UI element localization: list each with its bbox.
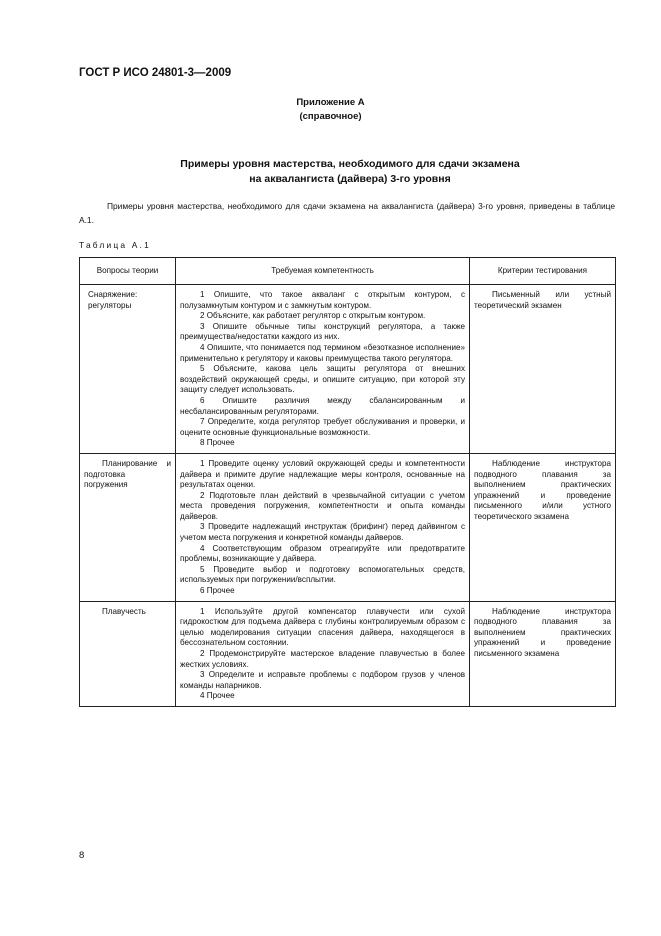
competence-item: 1 Используйте другой компенсатор плавучести или сухой гидрокостюм для подъема дайвера с глубины контролируемым образом с целью моделирования ситуации спасения дайвера, находящегося в бессознательном состоянии. bbox=[180, 606, 465, 648]
annex-type: (справочное) bbox=[299, 111, 362, 122]
competence-item: 3 Определите и исправьте проблемы с подбором грузов у членов команды напарников. bbox=[180, 670, 465, 690]
competence-item: 6 Прочее bbox=[200, 586, 235, 596]
intro-paragraph: Примеры уровня мастерства, необходимого для сдачи экзамена на аквалангиста (дайвера) 3-го уровня, приведены в таблице А.1. bbox=[79, 201, 615, 225]
row-criteria bbox=[470, 285, 616, 454]
criteria-text: Наблюдение инструктора подводного плавания за выполнением практических упражнений и проведение письменного экзамена bbox=[474, 606, 611, 658]
row-topic: Планирование и подготовка погружения bbox=[80, 453, 176, 601]
table-caption: Таблица А.1 bbox=[79, 240, 151, 250]
annex-title: Приложение А bbox=[296, 97, 365, 108]
criteria-text: Письменный или устный теоретический экзамен bbox=[474, 290, 611, 310]
competence-item: 4 Опишите, что понимается под термином «безотказное исполнение» применительно к регулятору и каковы преимущества такого регулятора. bbox=[180, 342, 465, 363]
heading-line-1: Примеры уровня мастерства, необходимого для сдачи экзамена bbox=[180, 158, 520, 170]
competence-item: 2 Объясните, как работает регулятор с открытым контуром. bbox=[200, 311, 426, 321]
competence-item: 3 Опишите обычные типы конструкций регулятора, а также преимущества/недостатки каждого из них. bbox=[180, 321, 465, 342]
row-topic: Плавучесть bbox=[80, 601, 176, 706]
table-row bbox=[80, 601, 616, 706]
row-criteria bbox=[470, 601, 616, 706]
heading-line-2: на аквалангиста (дайвера) 3-го уровня bbox=[249, 173, 451, 185]
competence-item: 5 Проведите выбор и подготовку вспомогательных средств, используемых при погружении/всплытии. bbox=[180, 564, 465, 585]
row-competence bbox=[176, 453, 470, 601]
competence-item: 7 Определите, когда регулятор требует обслуживания и проверки, и оцените основные функциональные возможности. bbox=[180, 417, 465, 437]
competence-item: 8 Прочее bbox=[200, 438, 235, 448]
header-required-competence: Требуемая компетентность bbox=[176, 258, 470, 285]
competence-item: 3 Проведите надлежащий инструктаж (брифинг) перед дайвингом с учетом места погружения и конкретной команды дайверов. bbox=[180, 522, 465, 543]
row-competence bbox=[176, 285, 470, 454]
criteria-text: Наблюдение инструктора подводного плавания за выполнением практических упражнений и проведение письменного и/или устного теоретического экзамена bbox=[474, 458, 611, 521]
competence-item: 5 Объясните, какова цель защиты регулятора от внешних воздействий окружающей среды, и опишите ситуацию, при которой эту защиту следует использовать. bbox=[180, 364, 465, 395]
competence-item: 1 Опишите, что такое акваланг с открытым контуром, с полузамкнутым контуром и с замкнутым контуром. bbox=[180, 290, 465, 310]
row-topic: Снаряжение: регуляторы bbox=[80, 285, 176, 454]
table-header-row bbox=[80, 258, 616, 285]
table-row bbox=[80, 453, 616, 601]
competence-table bbox=[79, 257, 616, 707]
competence-item: 2 Подготовьте план действий в чрезвычайной ситуации с учетом места проведения погружения, компетентности и опыта команды дайверов. bbox=[180, 490, 465, 521]
row-criteria bbox=[470, 453, 616, 601]
table-row bbox=[80, 285, 616, 454]
competence-item: 2 Продемонстрируйте мастерское владение плавучестью в более жестких условиях. bbox=[180, 649, 465, 669]
competence-item: 4 Соответствующим образом отреагируйте или предотвратите проблемы, возникающие у дайвера. bbox=[180, 543, 465, 564]
competence-item: 4 Прочее bbox=[200, 691, 235, 701]
header-theory-questions: Вопросы теории bbox=[80, 258, 176, 285]
section-heading bbox=[120, 157, 580, 187]
competence-item: 6 Опишите различия между сбалансированным и несбалансированным регуляторами. bbox=[180, 395, 465, 416]
document-id: ГОСТ Р ИСО 24801-3—2009 bbox=[79, 67, 232, 79]
competence-item: 1 Проведите оценку условий окружающей среды и компетентности дайвера и примите другие надлежащие меры контроля, основанные на результатах оценки. bbox=[180, 458, 465, 490]
row-competence bbox=[176, 601, 470, 706]
header-testing-criteria: Критерии тестирования bbox=[470, 258, 616, 285]
page-number: 8 bbox=[79, 850, 85, 861]
